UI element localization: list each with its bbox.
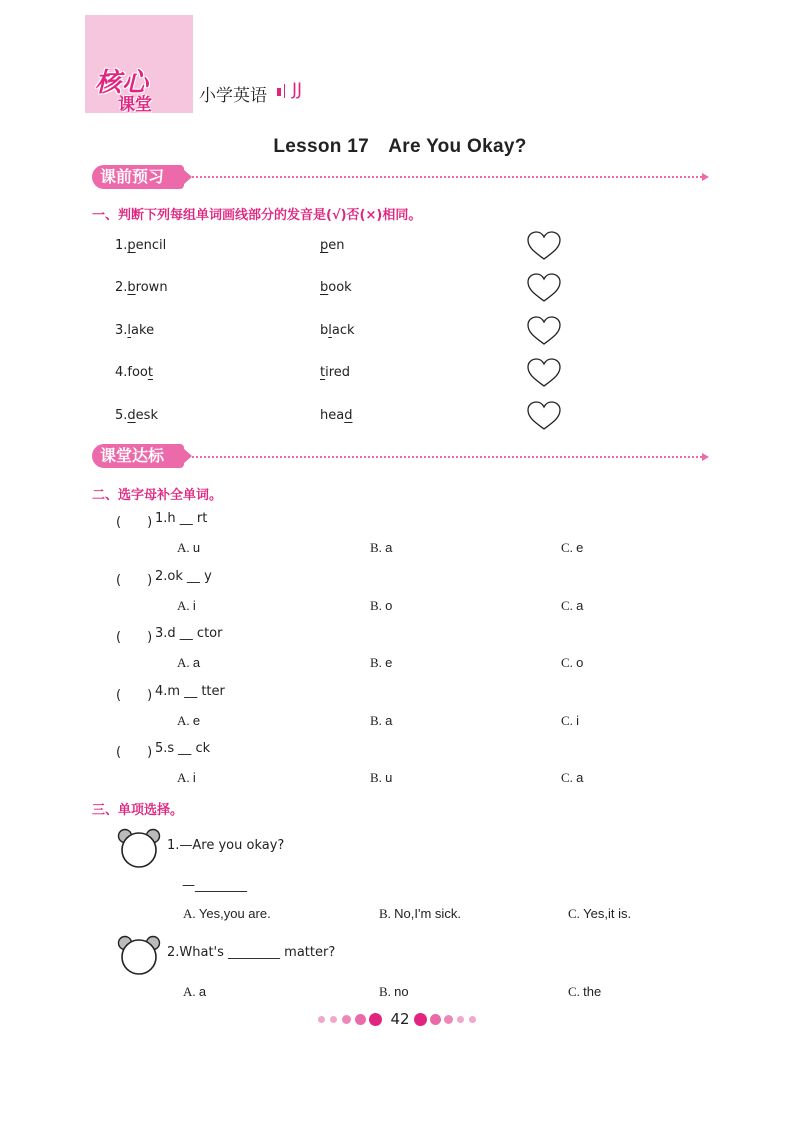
- option-c[interactable]: C. o: [561, 655, 584, 670]
- decor-dot: [430, 1014, 441, 1025]
- underlined-letter: p: [127, 238, 136, 253]
- option-a[interactable]: A. a: [177, 655, 201, 670]
- word-pair-second: [320, 238, 345, 253]
- answer-heart-icon[interactable]: [526, 315, 562, 347]
- section-divider: [192, 176, 702, 178]
- underlined-letter: d: [344, 408, 353, 423]
- underlined-letter: b: [127, 280, 136, 295]
- underlined-letter: l: [328, 323, 332, 338]
- section-tab-preview: [92, 165, 184, 189]
- item-number: 5.: [115, 408, 128, 423]
- word-pair-first: [115, 280, 168, 295]
- option-a[interactable]: A. i: [177, 770, 196, 785]
- header-separator: [277, 88, 281, 96]
- word-pair-first: [115, 238, 166, 253]
- underlined-letter: p: [320, 238, 329, 253]
- word-part: foo: [127, 365, 148, 380]
- option-a[interactable]: A. i: [177, 598, 196, 613]
- word-pair-second: [320, 365, 350, 380]
- instruction-3: 三、单项选择。: [92, 803, 184, 818]
- word-part: hea: [320, 408, 345, 423]
- question-stem: 4.m __ tter: [155, 684, 225, 699]
- section-tab-preview-label: 课前预习: [100, 167, 165, 186]
- lesson-title: Lesson 17 Are You Okay?: [273, 136, 527, 157]
- bear-head-icon: [117, 933, 161, 975]
- word-pair-first: [115, 365, 153, 380]
- arrow-right-icon: [702, 453, 709, 461]
- word-part: ired: [325, 365, 351, 380]
- header-separator-line: [284, 84, 285, 98]
- answer-parentheses[interactable]: ( ): [116, 515, 153, 530]
- word-pair-first: [115, 408, 158, 423]
- word-part: encil: [135, 238, 167, 253]
- item-number: 3.: [115, 323, 128, 338]
- bear-head-icon: [117, 826, 161, 868]
- word-pair-second: [320, 323, 355, 338]
- decor-dot: [457, 1016, 464, 1023]
- question-3-1-stem: 1.—Are you okay?: [167, 838, 285, 853]
- word-pair-second: [320, 280, 352, 295]
- answer-heart-icon[interactable]: [526, 400, 562, 432]
- answer-parentheses[interactable]: ( ): [116, 573, 153, 588]
- page-number: 42: [390, 1010, 410, 1028]
- option-b[interactable]: B. No,I'm sick.: [379, 906, 461, 921]
- header-subject: 小学英语: [199, 86, 267, 106]
- answer-heart-icon[interactable]: [526, 272, 562, 304]
- underlined-letter: b: [320, 280, 329, 295]
- option-b[interactable]: B. e: [370, 655, 393, 670]
- option-b[interactable]: B. u: [370, 770, 393, 785]
- decor-dot: [414, 1013, 427, 1026]
- answer-parentheses[interactable]: ( ): [116, 745, 153, 760]
- option-c[interactable]: C. e: [561, 540, 584, 555]
- question-stem: 3.d __ ctor: [155, 626, 223, 641]
- section-tab-class: [92, 444, 184, 468]
- arrow-right-icon: [702, 173, 709, 181]
- section-divider: [192, 456, 702, 458]
- question-stem: 1.h __ rt: [155, 511, 208, 526]
- option-b[interactable]: B. no: [379, 984, 409, 999]
- instruction-1: 一、判断下列每组单词画线部分的发音是(√)否(×)相同。: [92, 208, 422, 223]
- instruction-2: 二、选字母补全单词。: [92, 488, 223, 503]
- word-pair-first: [115, 323, 154, 338]
- question-stem: 5.s __ ck: [155, 741, 211, 756]
- answer-parentheses[interactable]: ( ): [116, 630, 153, 645]
- item-number: 4.: [115, 365, 128, 380]
- word-part: esk: [135, 408, 158, 423]
- word-part: ook: [328, 280, 352, 295]
- question-3-2-stem: 2.What's ________ matter?: [167, 945, 336, 960]
- word-part: en: [328, 238, 345, 253]
- option-a[interactable]: A. a: [183, 984, 207, 999]
- logo-subtitle: 课堂: [118, 95, 152, 115]
- decor-dot: [444, 1015, 453, 1024]
- word-part: ack: [331, 323, 355, 338]
- underlined-letter: l: [127, 323, 132, 338]
- decor-dot: [469, 1016, 476, 1023]
- answer-heart-icon[interactable]: [526, 357, 562, 389]
- item-number: 1.: [115, 238, 128, 253]
- section-tab-class-label: 课堂达标: [100, 446, 165, 465]
- option-c[interactable]: C. Yes,it is.: [568, 906, 632, 921]
- header-edition: JJ: [292, 80, 303, 100]
- option-c[interactable]: C. a: [561, 770, 584, 785]
- word-part: ake: [131, 323, 155, 338]
- option-c[interactable]: C. a: [561, 598, 584, 613]
- option-b[interactable]: B. o: [370, 598, 393, 613]
- word-part: rown: [135, 280, 168, 295]
- answer-heart-icon[interactable]: [526, 230, 562, 262]
- option-a[interactable]: A. u: [177, 540, 201, 555]
- question-stem: 2.ok __ y: [155, 569, 212, 584]
- underlined-letter: d: [127, 408, 136, 423]
- underlined-letter: t: [320, 365, 326, 380]
- option-c[interactable]: C. the: [568, 984, 602, 999]
- option-a[interactable]: A. e: [177, 713, 201, 728]
- logo-title: 核心: [95, 68, 150, 98]
- option-b[interactable]: B. a: [370, 713, 393, 728]
- option-c[interactable]: C. i: [561, 713, 580, 728]
- answer-parentheses[interactable]: ( ): [116, 688, 153, 703]
- option-b[interactable]: B. a: [370, 540, 393, 555]
- answer-blank[interactable]: —________: [182, 878, 247, 893]
- word-part: b: [320, 323, 329, 338]
- word-pair-second: [320, 408, 352, 423]
- option-a[interactable]: A. Yes,you are.: [183, 906, 271, 921]
- item-number: 2.: [115, 280, 128, 295]
- underlined-letter: t: [147, 365, 153, 380]
